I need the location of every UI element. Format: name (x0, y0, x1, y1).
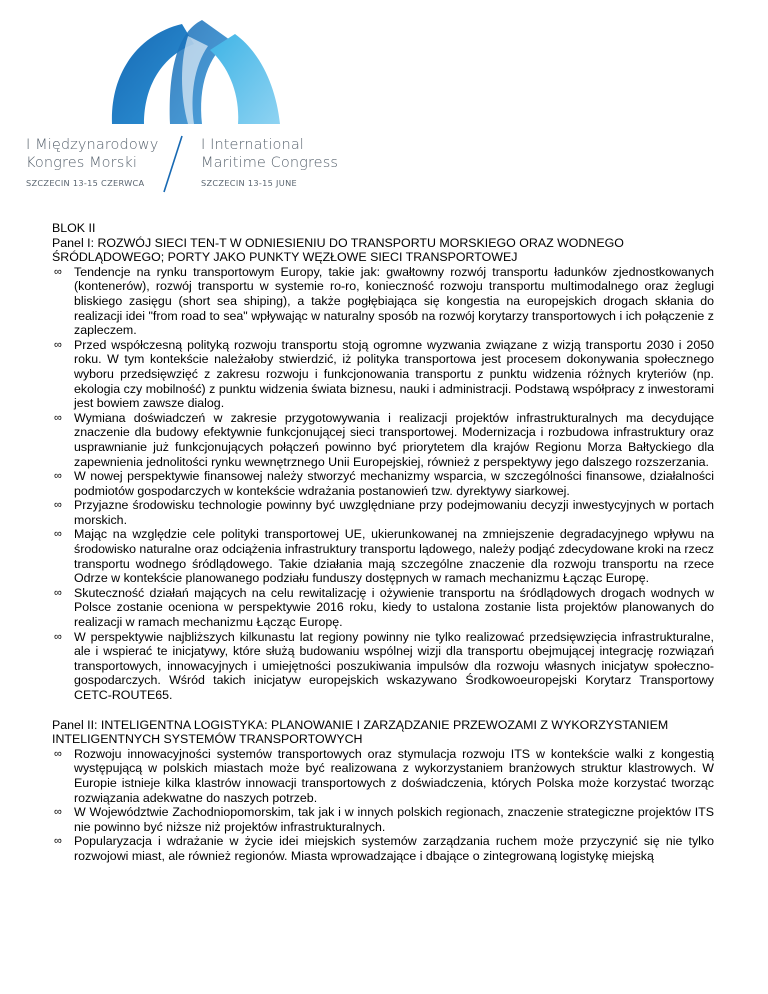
panel1-title: Panel I: ROZWÓJ SIECI TEN-T W ODNIESIENIU DO TRANSPORTU MORSKIEGO ORAZ WODNEGO ŚRÓDLĄDOWEGO; PORTY JAKO PUNKTY WĘZŁOWE SIECI TRANSPORTOWEJ (52, 235, 624, 265)
list-item: ∞ Przyjazne środowisku technologie powinny być uwzględniane przy podejmowaniu decyzji inwestycyjnych w portach morskich. (54, 498, 714, 527)
logo-title-en-line1: I International (201, 137, 304, 153)
bullet-icon: ∞ (54, 586, 62, 599)
congress-logo-icon (70, 16, 320, 128)
logo-title-pl-line2: Kongres Morski (26, 155, 137, 171)
bullet-icon: ∞ (54, 470, 62, 483)
document-body (52, 221, 714, 864)
bullet-icon: ∞ (54, 338, 62, 351)
bullet-icon: ∞ (54, 806, 62, 819)
logo-divider-icon (158, 134, 188, 194)
logo-text-english (201, 136, 361, 188)
list-item: ∞ Popularyzacja i wdrażanie w życie idei miejskich systemów zarządzania ruchem może przyczynić się nie tylko rozwojowi miast, ale również regionów. Miasta wprowadzające i dbające o zintegrowaną logistykę miejską (54, 834, 714, 863)
panel-spacer (52, 703, 714, 718)
logo-text-polish (26, 136, 176, 188)
panel2-list (52, 747, 714, 864)
list-item: ∞ Rozwoju innowacyjności systemów transportowych oraz stymulacja rozwoju ITS w kontekście walki z kongestią występującą w polskich miastach może być realizowana z wykorzystaniem branżowych struktur klastrowych. W Europie istnieje kilka klastrów innowacji transportowych z doświadczenia, których Polska może korzystać tworząc rozwiązania adekwatne do naszych potrzeb. (54, 746, 714, 805)
bullet-icon: ∞ (54, 630, 62, 643)
bullet-icon: ∞ (54, 835, 62, 848)
bullet-icon: ∞ (54, 499, 62, 512)
list-item: ∞ W perspektywie najbliższych kilkunastu lat regiony powinny nie tylko realizować przedsięwzięcia infrastrukturalne, ale i wspierać te inicjatywy, które służą budowaniu wspólnej wizji dla transportu obejmującej integrację rozwiązań transportowych, innowacyjnych i umiejętności poszukiwania impulsów dla rozwoju własnych inicjatyw społeczno-gospodarczych. Wśród takich inicjatyw europejskich wskazywano Środkowoeuropejski Korytarz Transportowy CETC-ROUTE65. (54, 629, 714, 702)
panel2-title: Panel II: INTELIGENTNA LOGISTYKA: PLANOWANIE I ZARZĄDZANIE PRZEWOZAMI Z WYKORZYSTANIEM INTELIGENTNYCH SYSTEMÓW TRANSPORTOWYCH (52, 717, 669, 747)
logo-title-pl-line1: I Międzynarodowy (26, 137, 159, 153)
bullet-icon: ∞ (54, 528, 62, 541)
bullet-icon: ∞ (54, 747, 62, 760)
list-item: ∞ W Województwie Zachodniopomorskim, tak jak i w innych polskich regionach, znaczenie strategiczne projektów ITS nie powinno być niższe niż projektów infrastrukturalnych. (54, 805, 714, 834)
logo-title-en-line2: Maritime Congress (201, 155, 339, 171)
list-item: ∞ Mając na względzie cele polityki transportowej UE, ukierunkowanej na zmniejszenie degradacyjnego wpływu na środowisko naturalne oraz odciążenia infrastruktury transportu lądowego, należy podjąć zdecydowane kroki na rzecz transportu wodnego śródlądowego. Takie działania mają szczególne znaczenie dla rozwoju transportu na rzece Odrze w kontekście planowanego podziału funduszy dostępnych w ramach mechanizmu Łącząc Europę. (54, 527, 714, 586)
panel1-list (52, 265, 714, 703)
list-item: ∞ Skuteczność działań mających na celu rewitalizację i ożywienie transportu na śródlądowych drogach wodnych w Polsce zostanie oceniona w perspektywie 2016 roku, kiedy to ustalona zostanie lista projektów planowanych do realizacji w ramach mechanizmu Łącząc Europę. (54, 585, 714, 630)
block-heading: BLOK II (52, 221, 96, 235)
logo-date-en: SZCZECIN 13-15 JUNE (201, 178, 297, 188)
bullet-icon: ∞ (54, 411, 62, 424)
list-item: ∞ W nowej perspektywie finansowej należy stworzyć mechanizmy wsparcia, w szczególności finansowe, działalności podmiotów gospodarczych w kontekście wdrażania postanowień tzw. dyrektywy siarkowej. (54, 469, 714, 498)
list-item: ∞ Wymiana doświadczeń w zakresie przygotowywania i realizacji projektów infrastrukturalnych ma decydujące znaczenie dla budowy efektywnie funkcjonującej sieci transportowej. Modernizacja i rozbudowa infrastruktury oraz usprawnianie już funkcjonujących połączeń powinno być priorytetem dla krajów Regionu Morza Bałtyckiego dla zapewnienia jednolitości rynku wewnętrznego Unii Europejskiej, również z perspektywy jego dalszego rozszerzania. (54, 410, 714, 469)
list-item: ∞ Tendencje na rynku transportowym Europy, takie jak: gwałtowny rozwój transportu ładunków zjednostkowanych (kontenerów), rozwój transportu w systemie ro-ro, konieczność rozwoju transportu multimodalnego oraz żeglugi bliskiego zasięgu (short sea shiping), a także pogłębiająca się kongestia na europejskich drogach skłania do realizacji idei "from road to sea" wpływając w naturalny sposób na rozwój korytarzy transportowych i ich połączenie z zapleczem. (54, 264, 714, 338)
bullet-icon: ∞ (54, 265, 62, 278)
logo-date-pl: SZCZECIN 13-15 CZERWCA (26, 178, 145, 188)
list-item: ∞ Przed współczesną polityką rozwoju transportu stoją ogromne wyzwania związane z wizją transportu 2030 i 2050 roku. W tym kontekście należałoby stwierdzić, iż polityka transportowa jest procesem dokonywania społecznego wyboru przedsięwzięć z zakresu rozwoju i funkcjonowania transportu z punktu widzenia różnych kryteriów (np. ekologia czy mobilność) z punktu widzenia świata biznesu, nauki i administracji. Podstawą współpracy z inwestorami jest bowiem zawsze dialog. (54, 337, 714, 411)
